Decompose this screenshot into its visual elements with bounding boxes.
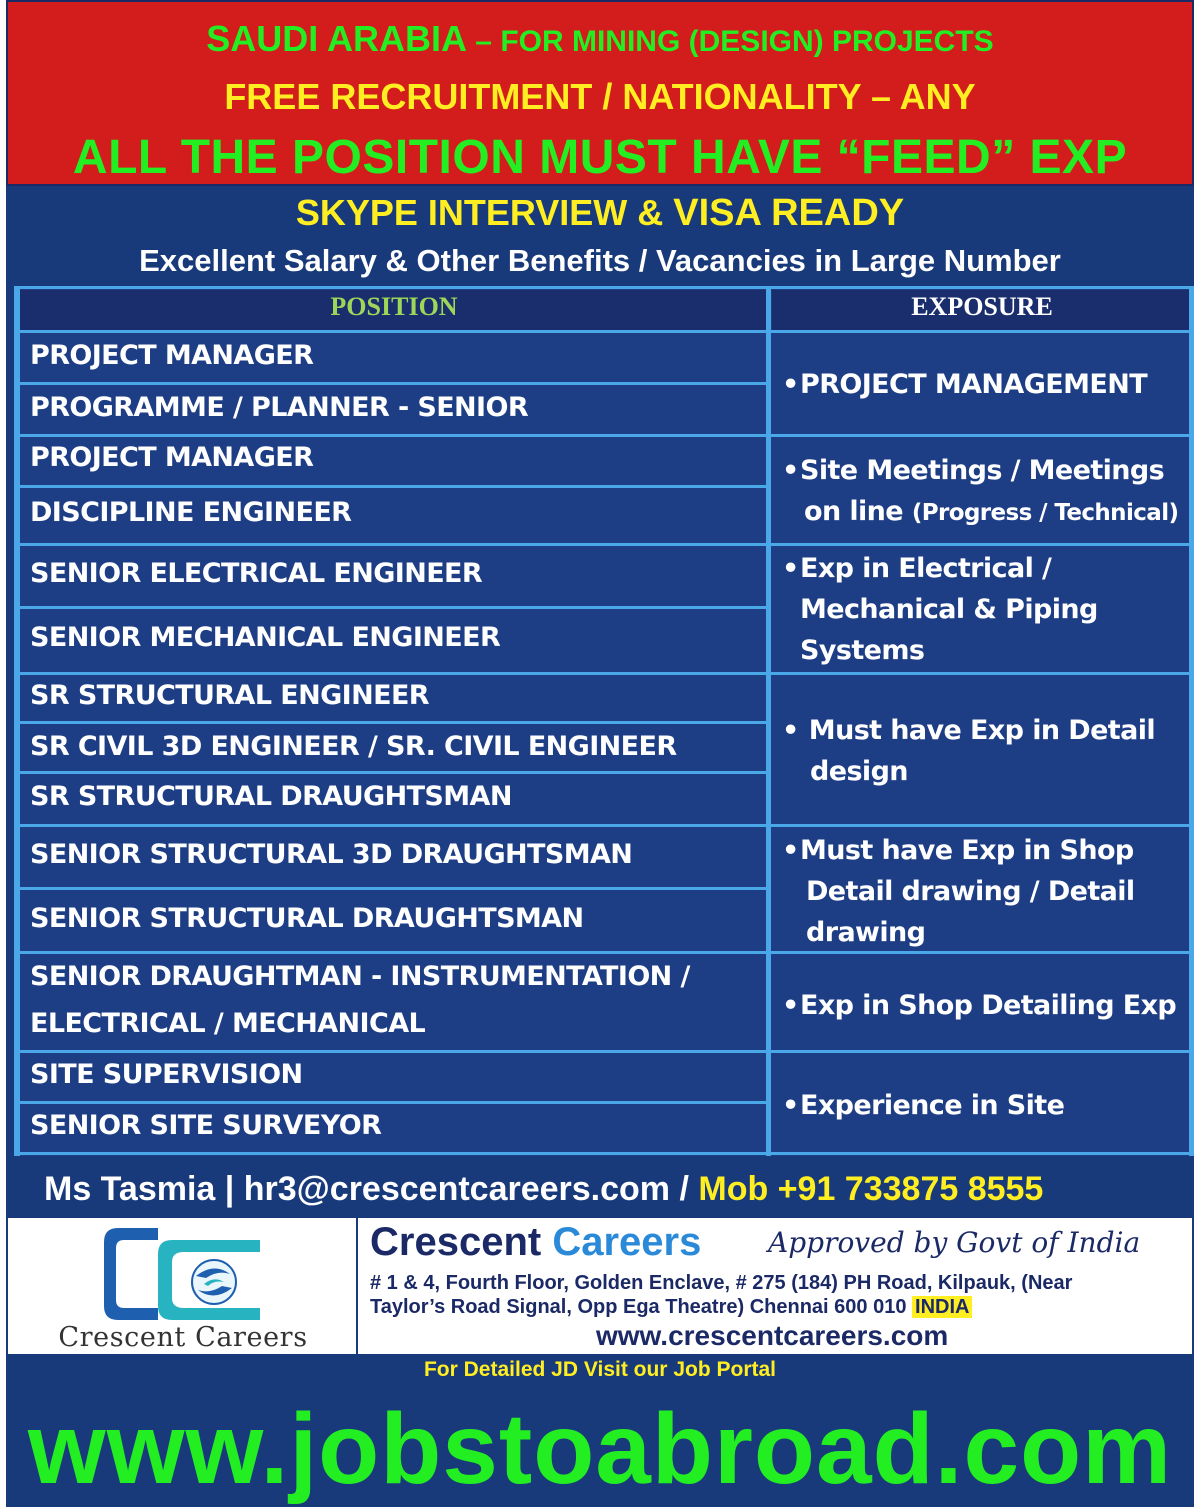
exposure-cell	[782, 364, 1188, 405]
exposure-text: design	[810, 756, 908, 787]
bullet-dot-icon: •	[782, 369, 799, 400]
exposure-cell	[782, 1085, 1188, 1126]
portal-note: For Detailed JD Visit our Job Portal	[423, 1358, 777, 1381]
job-portal-link[interactable]: www.jobstoabroad.com	[27, 1393, 1173, 1505]
bullet-dot-icon: •	[782, 835, 799, 866]
exposure-text: Exp in Shop Detailing Exp	[800, 990, 1177, 1021]
bullet-dot-icon: •	[782, 553, 799, 584]
exposure-text: Mechanical & Piping	[800, 594, 1098, 625]
company-address-line-1: # 1 & 4, Fourth Floor, Golden Enclave, # 275 (184) PH Road, Kilpauk, (Near	[370, 1272, 1073, 1294]
exposure-text: PROJECT MANAGEMENT	[800, 369, 1148, 400]
exposure-text: Site Meetings / Meetings	[800, 455, 1165, 486]
crescent-careers-logo-icon	[8, 1218, 358, 1326]
table-row-divider	[14, 672, 1194, 675]
contact-person-email: Ms Tasmia | hr3@crescentcareers.com /	[44, 1170, 699, 1208]
position-cell: SENIOR DRAUGHTMAN - INSTRUMENTATION /	[30, 961, 690, 992]
table-row-divider	[14, 824, 1194, 827]
position-cell: PROJECT MANAGER	[30, 442, 314, 473]
address-text: Taylor’s Road Signal, Opp Ega Theatre) Chennai 600 010	[370, 1296, 913, 1318]
position-cell: SENIOR SITE SURVEYOR	[30, 1110, 382, 1141]
company-name	[370, 1220, 701, 1265]
exposure-text: Must have Exp in Detail	[800, 715, 1156, 746]
position-cell: PROGRAMME / PLANNER - SENIOR	[30, 392, 529, 423]
position-cell: PROJECT MANAGER	[30, 340, 314, 371]
exposure-text: on line	[804, 496, 912, 527]
exposure-text: drawing	[806, 917, 926, 948]
header-line-3: ALL THE POSITION MUST HAVE “FEED” EXP	[72, 131, 1128, 184]
position-cell: DISCIPLINE ENGINEER	[30, 497, 352, 528]
table-border-top	[14, 286, 1194, 289]
exposure-column-header: EXPOSURE	[911, 292, 1053, 321]
company-address-line-2	[370, 1296, 972, 1319]
header-banner	[6, 0, 1194, 186]
header-country: SAUDI ARABIA	[206, 18, 467, 59]
exposure-text: Exp in Electrical /	[800, 553, 1052, 584]
exposure-cell	[782, 985, 1188, 1026]
bullet-dot-icon: •	[782, 715, 799, 746]
table-row-divider	[14, 1101, 768, 1104]
position-cell: SITE SUPERVISION	[30, 1059, 303, 1090]
exposure-cell	[782, 450, 1188, 534]
position-cell: SR CIVIL 3D ENGINEER / SR. CIVIL ENGINEER	[30, 731, 677, 762]
table-border-right	[1189, 286, 1194, 1156]
position-cell: SENIOR STRUCTURAL 3D DRAUGHTSMAN	[30, 839, 633, 870]
country-highlight: INDIA	[912, 1296, 972, 1318]
position-cell: SR STRUCTURAL ENGINEER	[30, 680, 429, 711]
exposure-text-small: (Progress / Technical)	[911, 500, 1179, 526]
exposure-cell	[782, 710, 1188, 792]
contact-mobile: Mob +91 733875 8555	[698, 1170, 1044, 1208]
table-row-divider	[14, 330, 1194, 333]
approval-signature: Approved by Govt of India	[768, 1226, 1141, 1259]
exposure-cell	[782, 830, 1188, 953]
header-project: – FOR MINING (DESIGN) PROJECTS	[466, 25, 994, 58]
table-row-divider	[14, 382, 768, 385]
position-cell: SR STRUCTURAL DRAUGHTSMAN	[30, 781, 512, 812]
salary-line: Excellent Salary & Other Benefits / Vacancies in Large Number	[139, 243, 1061, 278]
header-line-2: FREE RECRUITMENT / NATIONALITY – ANY	[224, 76, 976, 117]
table-row-divider	[14, 887, 768, 890]
position-column-header: POSITION	[330, 292, 458, 321]
exposure-text: Experience in Site	[800, 1090, 1065, 1121]
company-website-link[interactable]: www.crescentcareers.com	[596, 1320, 949, 1351]
skype-text: SKYPE INTERVIEW &	[295, 192, 674, 233]
position-cell: SENIOR ELECTRICAL ENGINEER	[30, 558, 483, 589]
position-cell: SENIOR STRUCTURAL DRAUGHTSMAN	[30, 903, 584, 934]
interview-line	[6, 192, 1194, 235]
exposure-text: Systems	[800, 635, 925, 666]
exposure-text: Must have Exp in Shop	[800, 835, 1134, 866]
contact-line	[44, 1170, 1043, 1209]
company-name-part2: Careers	[552, 1220, 702, 1264]
bullet-dot-icon: •	[782, 990, 799, 1021]
exposure-cell	[782, 548, 1188, 671]
company-name-part1: Crescent	[370, 1220, 553, 1264]
position-cell: SENIOR MECHANICAL ENGINEER	[30, 622, 501, 653]
header-line-1	[8, 18, 1192, 60]
table-row-divider	[14, 771, 768, 774]
table-row-divider	[14, 485, 768, 488]
position-cell: ELECTRICAL / MECHANICAL	[30, 1008, 426, 1039]
bullet-dot-icon: •	[782, 455, 799, 486]
table-border-bottom	[14, 1152, 1194, 1155]
bullet-dot-icon: •	[782, 1090, 799, 1121]
table-row-divider	[14, 721, 768, 724]
table-row-divider	[14, 543, 1194, 546]
table-row-divider	[14, 606, 768, 609]
table-row-divider	[14, 1050, 1194, 1053]
logo-text: Crescent Careers	[58, 1322, 308, 1353]
exposure-text: Detail drawing / Detail	[806, 876, 1135, 907]
table-row-divider	[14, 434, 1194, 437]
visa-text: VISA READY	[673, 192, 905, 234]
